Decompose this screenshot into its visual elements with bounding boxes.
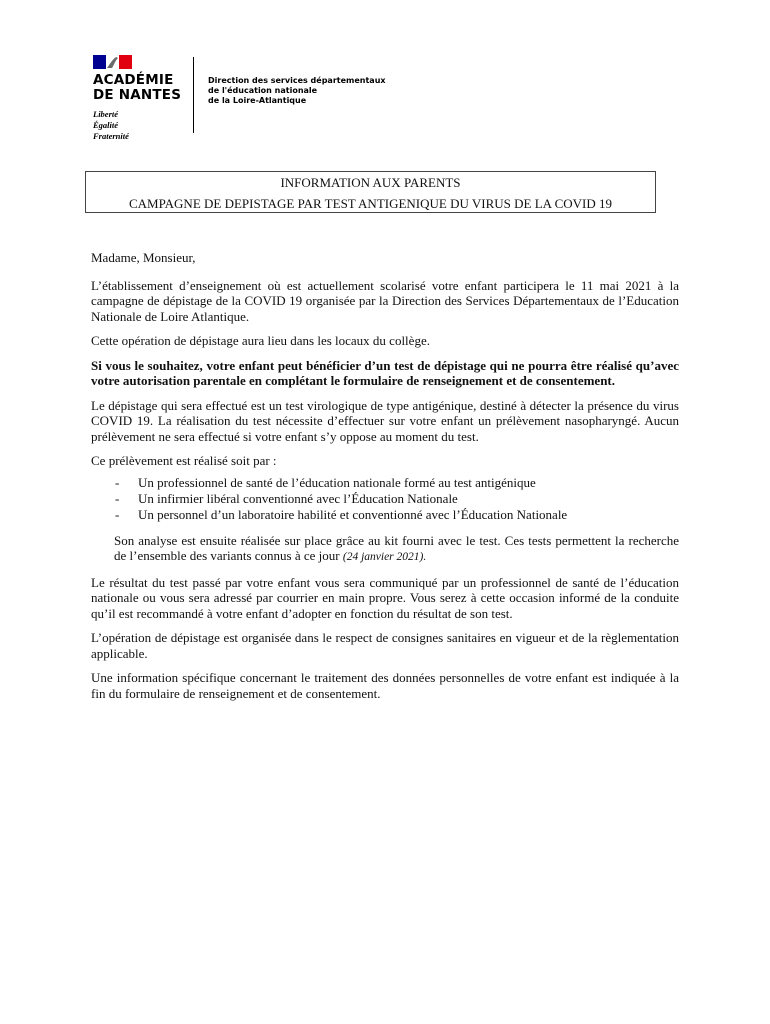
list-item-text: Un personnel d’un laboratoire habilité et conventionné avec l’Éducation Nationale bbox=[138, 506, 568, 522]
marianne-flag-icon bbox=[93, 55, 133, 69]
academy-name-line2: DE NANTES bbox=[93, 87, 182, 103]
department-line2: de l'éducation nationale bbox=[208, 86, 318, 95]
paragraph-campaign-date: L’établissement d’enseignement où est actuellement scolarisé votre enfant participera le 11 mai 2021 à la campagne de dépistage de la COVID 19 organisée par la Direction des Services Départementaux de l’Education Nationale de Loire Atlantique. bbox=[91, 277, 679, 324]
list-dash: - bbox=[115, 506, 120, 522]
list-dash: - bbox=[115, 490, 120, 506]
greeting: Madame, Monsieur, bbox=[91, 250, 196, 265]
list-item bbox=[91, 507, 679, 523]
motto-liberte: Liberté bbox=[93, 109, 119, 119]
sampling-list bbox=[91, 475, 679, 523]
analysis-date: (24 janvier 2021). bbox=[342, 551, 427, 563]
motto-egalite: Égalité bbox=[93, 120, 119, 130]
list-item bbox=[91, 475, 679, 491]
motto-fraternite: Fraternité bbox=[93, 131, 129, 141]
list-item-text: Un infirmier libéral conventionné avec l’Éducation Nationale bbox=[138, 490, 458, 506]
department-line3: de la Loire-Atlantique bbox=[208, 96, 307, 105]
title-box bbox=[85, 171, 656, 213]
list-item bbox=[91, 491, 679, 507]
republic-motto bbox=[93, 109, 129, 142]
department-name bbox=[208, 76, 386, 106]
title-line1: INFORMATION AUX PARENTS bbox=[280, 175, 461, 190]
paragraph-location: Cette opération de dépistage aura lieu dans les locaux du collège. bbox=[91, 333, 430, 348]
title-line2: CAMPAGNE DE DEPISTAGE PAR TEST ANTIGENIQUE DU VIRUS DE LA COVID 19 bbox=[129, 196, 612, 211]
department-line1: Direction des services départementaux bbox=[208, 76, 386, 85]
paragraph-personal-data: Une information spécifique concernant le traitement des données personnelles de votre enfant est indiquée à la fin du formulaire de renseignement et de consentement. bbox=[91, 670, 679, 701]
academy-name bbox=[93, 73, 181, 103]
paragraph-consent: Si vous le souhaitez, votre enfant peut bénéficier d’un test de dépistage qui ne pourra être réalisé qu’avec votre autorisation parentale en complétant le formulaire de renseignement et de consentement. bbox=[91, 357, 679, 388]
sampling-list-intro: Ce prélèvement est réalisé soit par : bbox=[91, 453, 277, 468]
paragraph-test-description: Le dépistage qui sera effectué est un test virologique de type antigénique, destiné à détecter la présence du virus COVID 19. La réalisation du test nécessite d’effectuer sur votre enfant un prélèvement nasopharyngé. Aucun prélèvement ne sera effectué si votre enfant s’y oppose au moment du test. bbox=[91, 397, 679, 444]
paragraph-analysis bbox=[91, 533, 679, 566]
paragraph-sanitary-rules: L’opération de dépistage est organisée dans le respect de consignes sanitaires en vigueur et de la règlementation applicable. bbox=[91, 630, 679, 661]
analysis-text: Son analyse est ensuite réalisée sur place grâce au kit fourni avec le test. Ces tests permettent la recherche de l’ensemble des variants connus à ce jour bbox=[114, 532, 679, 563]
list-dash: - bbox=[115, 474, 120, 490]
academy-name-line1: ACADÉMIE bbox=[93, 72, 174, 88]
letter-body bbox=[91, 250, 679, 710]
list-item-text: Un professionnel de santé de l’éducation nationale formé au test antigénique bbox=[138, 474, 536, 490]
header-divider bbox=[193, 57, 194, 133]
paragraph-result: Le résultat du test passé par votre enfant vous sera communiqué par un professionnel de santé de l’éducation nationale ou vous sera adressé par courrier en main propre. Vous serez à cette occasion informé de la conduite qu’il est recommandé à votre enfant d’adopter en fonction du résultat de son test. bbox=[91, 574, 679, 621]
